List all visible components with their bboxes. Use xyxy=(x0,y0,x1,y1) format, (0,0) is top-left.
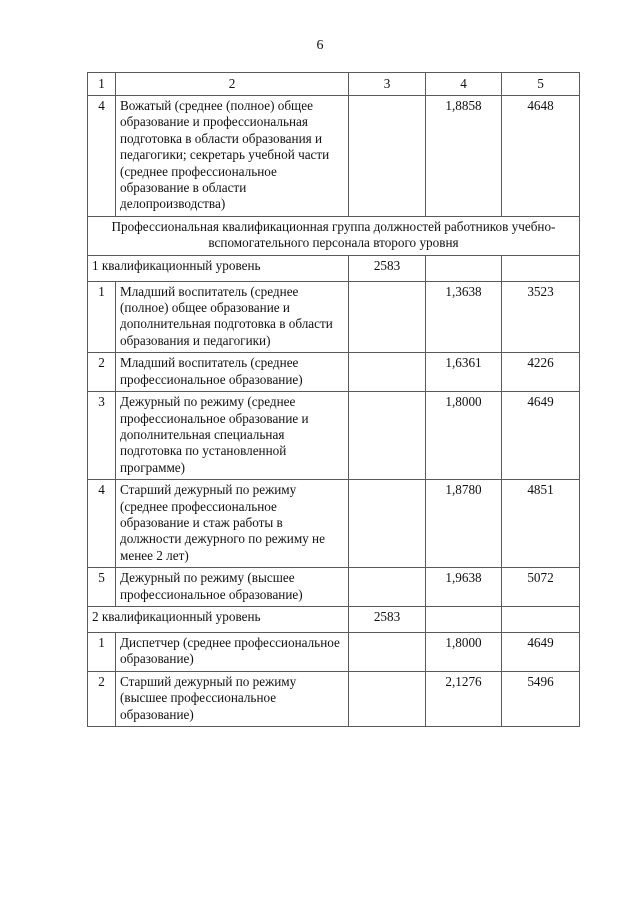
row-number: 2 xyxy=(88,671,116,726)
empty-cell xyxy=(349,632,426,671)
position-description: Диспетчер (среднее профессиональное образование) xyxy=(116,632,349,671)
salary: 4226 xyxy=(502,353,580,392)
coefficient: 2,1276 xyxy=(426,671,502,726)
empty-cell xyxy=(426,606,502,632)
coefficient: 1,8000 xyxy=(426,632,502,671)
table-row xyxy=(88,671,580,726)
position-description: Дежурный по режиму (среднее профессиональное образование и дополнительная специальная подготовка по установленной программе) xyxy=(116,392,349,480)
coefficient: 1,6361 xyxy=(426,353,502,392)
empty-cell xyxy=(426,255,502,281)
empty-cell xyxy=(349,568,426,607)
table-row xyxy=(88,632,580,671)
salary: 4649 xyxy=(502,632,580,671)
coefficient: 1,8780 xyxy=(426,480,502,568)
group-title-row xyxy=(88,216,580,255)
column-number: 5 xyxy=(502,73,580,96)
empty-cell xyxy=(502,255,580,281)
row-number: 2 xyxy=(88,353,116,392)
empty-cell xyxy=(349,353,426,392)
empty-cell xyxy=(349,392,426,480)
coefficient: 1,9638 xyxy=(426,568,502,607)
table-row xyxy=(88,281,580,353)
empty-cell xyxy=(349,480,426,568)
salary: 5072 xyxy=(502,568,580,607)
base-salary: 2583 xyxy=(349,255,426,281)
position-description: Младший воспитатель (среднее (полное) общее образование и дополнительная подготовка в области образования и педагогики) xyxy=(116,281,349,353)
column-number: 2 xyxy=(116,73,349,96)
table-row xyxy=(88,568,580,607)
column-number: 4 xyxy=(426,73,502,96)
empty-cell xyxy=(349,281,426,353)
page-number: 6 xyxy=(316,38,324,53)
table-row xyxy=(88,96,580,217)
row-number: 4 xyxy=(88,480,116,568)
salary: 3523 xyxy=(502,281,580,353)
salary: 4649 xyxy=(502,392,580,480)
table-row xyxy=(88,392,580,480)
coefficient: 1,8858 xyxy=(426,96,502,217)
empty-cell xyxy=(502,606,580,632)
coefficient: 1,8000 xyxy=(426,392,502,480)
row-number: 1 xyxy=(88,632,116,671)
row-number: 4 xyxy=(88,96,116,217)
column-number: 1 xyxy=(88,73,116,96)
column-number: 3 xyxy=(349,73,426,96)
empty-cell xyxy=(349,96,426,217)
salary: 4648 xyxy=(502,96,580,217)
position-description: Старший дежурный по режиму (высшее профессиональное образование) xyxy=(116,671,349,726)
group-title: Профессиональная квалификационная группа должностей работников учебно-вспомогательного персонала второго уровня xyxy=(88,216,580,255)
position-description: Вожатый (среднее (полное) общее образование и профессиональная подготовка в области образования и педагогики; секретарь учебной части (среднее профессиональное образование в области делопроизводства) xyxy=(116,96,349,217)
row-number: 1 xyxy=(88,281,116,353)
salary: 5496 xyxy=(502,671,580,726)
coefficient: 1,3638 xyxy=(426,281,502,353)
base-salary: 2583 xyxy=(349,606,426,632)
position-description: Дежурный по режиму (высшее профессиональное образование) xyxy=(116,568,349,607)
level-label: 2 квалификационный уровень xyxy=(88,606,349,632)
level-row xyxy=(88,606,580,632)
position-description: Младший воспитатель (среднее профессиональное образование) xyxy=(116,353,349,392)
table-row xyxy=(88,480,580,568)
level-label: 1 квалификационный уровень xyxy=(88,255,349,281)
level-row xyxy=(88,255,580,281)
qualification-table xyxy=(87,72,580,727)
empty-cell xyxy=(349,671,426,726)
column-number-row xyxy=(88,73,580,96)
salary: 4851 xyxy=(502,480,580,568)
row-number: 3 xyxy=(88,392,116,480)
row-number: 5 xyxy=(88,568,116,607)
table-row xyxy=(88,353,580,392)
position-description: Старший дежурный по режиму (среднее профессиональное образование и стаж работы в должности дежурного по режиму не менее 2 лет) xyxy=(116,480,349,568)
